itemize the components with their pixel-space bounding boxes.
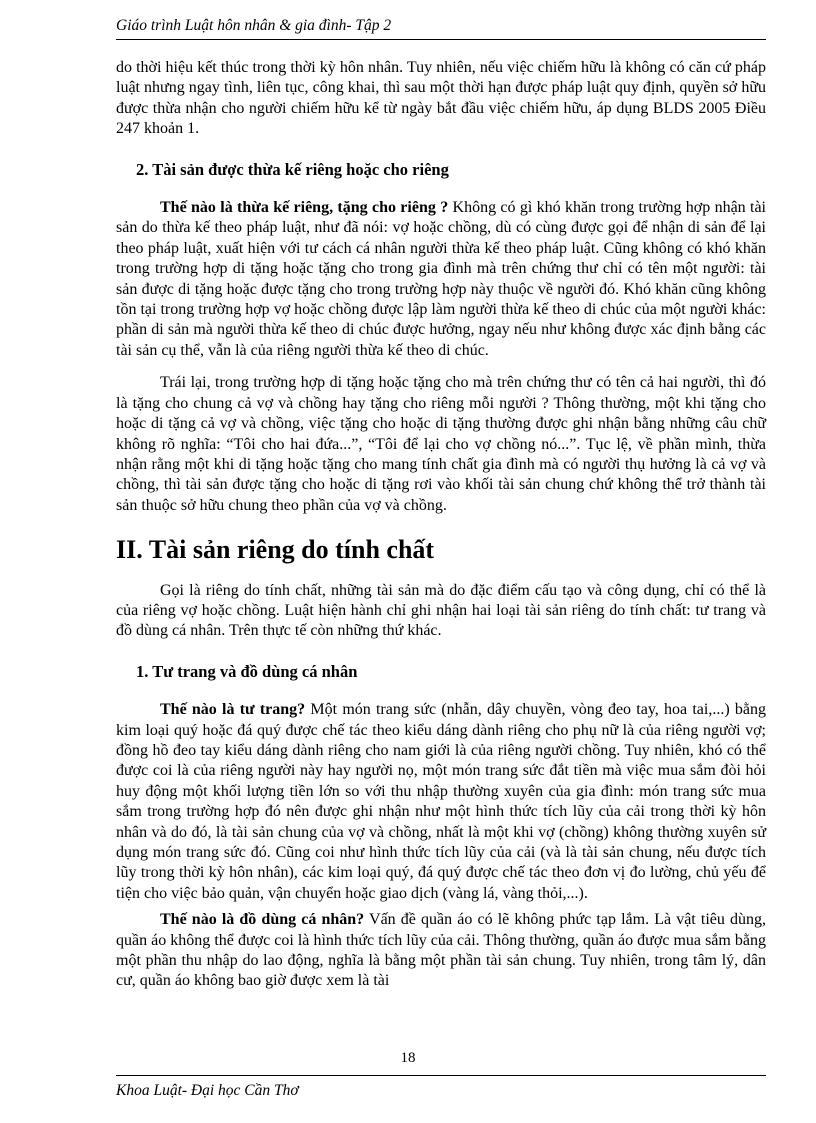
page-number: 18 [400,1050,416,1066]
header-title: Giáo trình Luật hôn nhân & gia đình- Tập 2 [116,17,392,34]
paragraph-text: Vấn đề quần áo có lẽ không phức tạp lắm. Là vật tiêu dùng, quần áo không thể được coi là hình thức tích lũy của cải. Thông thường, quần áo được mua sắm bằng một phần thu nhập do lao động, nghĩa là bằng một phần tài sản chung. Tuy nhiên, trong tâm lý, dân cư, quần áo không bao giờ được xem là tài [116,911,767,990]
question-jewelry: Thế nào là tư trang? [160,701,306,719]
paragraph-property-by-nature: Gọi là riêng do tính chất, những tài sản mà do đặc điểm cấu tạo và công dụng, chỉ có thể là của riêng vợ hoặc chồng. Luật hiện hành chỉ ghi nhận hai loại tài sản riêng do tính chất: tư trang và đồ dùng cá nhân. Trên thực tế còn những thứ khác. [116,581,766,640]
paragraph-text: Một món trang sức (nhẫn, dây chuyền, vòng đeo tay, hoa tai,...) bằng kim loại quý hoặc đá quý được chế tác theo kiểu dáng dành riêng cho phụ nữ là của riêng người vợ; đồng hồ đeo tay kiểu dáng dành riêng cho nam giới là của riêng người chồng. Tuy nhiên, khó có thể được coi là của riêng người này hay người nọ, một món trang sức đắt tiền mà việc mua sắm đòi hỏi huy động một khối lượng tiền lớn so với thu nhập thường xuyên của gia đình: món trang sức mua sắm trong trường hợp đó nên được ghi nhận như một hình thức tích lũy của cải trong thời kỳ hôn nhân và do đó, là tài sản chung của vợ và chồng, nhất là một khi vợ (chồng) không thường xuyên sử dụng món trang sức đó. Cũng coi như hình thức tích lũy của cải (và là tài sản chung, nếu được tích lũy trong thời kỳ hôn nhân), các kim loại quý, đá quý được chế tác theo đơn vị đo lường, chủ yếu để tiện cho việc bảo quản, vận chuyển hoặc giao dịch (vàng lá, vàng thỏi,...). [116,701,766,902]
paragraph-continuation: do thời hiệu kết thúc trong thời kỳ hôn nhân. Tuy nhiên, nếu việc chiếm hữu là không có căn cứ pháp luật nhưng ngay tình, liên tục, công khai, thì sau một thời hạn được pháp luật quy định, quyền sở hữu được thừa nhận cho người chiếm hữu kể từ ngày bắt đầu việc chiếm hữu, áp dụng BLDS 2005 Điều 247 khoản 1. [116,59,766,138]
paragraph-text: Không có gì khó khăn trong trường hợp nhận tài sản do thừa kế theo pháp luật, như đã nói: vợ hoặc chồng, dù có cùng được gọi để nhận di sản để lại theo pháp luật, xuất hiện với tư cách cá nhân người thừa kế theo pháp luật. Cũng không có khó khăn trong trường hợp di tặng hoặc tặng cho trong gia đình mà trên chứng thư chỉ có tên một người: tài sản được di tặng hoặc được tặng cho trong trường hợp này thuộc về người đó. Khó khăn cũng không tồn tại trong trường hợp vợ hoặc chồng được lập làm người thừa kế theo di chúc của một người khác: phần di sản mà người thừa kế theo di chúc được hưởng, ngay nếu như không được xác định bằng các tài sản cụ thể, vẫn là của riêng người thừa kế theo di chúc. [116,199,767,359]
paragraph-personal-items [116,910,766,992]
running-footer [116,1075,766,1100]
paragraph-inherited-gift [116,198,766,361]
chapter-heading-property-by-nature: II. Tài sản riêng do tính chất [116,535,435,565]
paragraph-joint-gift: Trái lại, trong trường hợp di tặng hoặc tặng cho mà trên chứng thư có tên cả hai người, thì đó là tặng cho chung cả vợ và chồng hay tặng cho riêng mỗi người ? Thông thường, một khi tặng cho hoặc di tặng cả vợ và chồng, việc tặng cho hoặc di tặng thường được ghi nhận bằng những câu chữ không rõ nghĩa: “Tôi cho hai đứa...”, “Tôi để lại cho vợ chồng nó...”. Tục lệ, về phần mình, thừa nhận rằng một khi di tặng hoặc tặng cho mang tính chất gia đình mà có người thụ hưởng là cả vợ và chồng, thì tài sản được tặng cho hoặc di tặng rơi vào khối tài sản chung chứ không thể trở thành tài sản thuộc sở hữu chung theo phần của vợ và chồng. [116,374,766,514]
footer-text: Khoa Luật- Đại học Cần Thơ [116,1082,299,1099]
section-heading-personal-items: 1. Tư trang và đồ dùng cá nhân [136,661,358,681]
question-personal-items: Thế nào là đồ dùng cá nhân? [160,911,365,929]
paragraph-jewelry [116,700,766,904]
section-heading-inherited-property: 2. Tài sản được thừa kế riêng hoặc cho riêng [136,159,449,179]
question-inherited-gift: Thế nào là thừa kế riêng, tặng cho riêng ? [160,199,449,217]
running-header [116,17,766,40]
page-content [116,58,766,1004]
